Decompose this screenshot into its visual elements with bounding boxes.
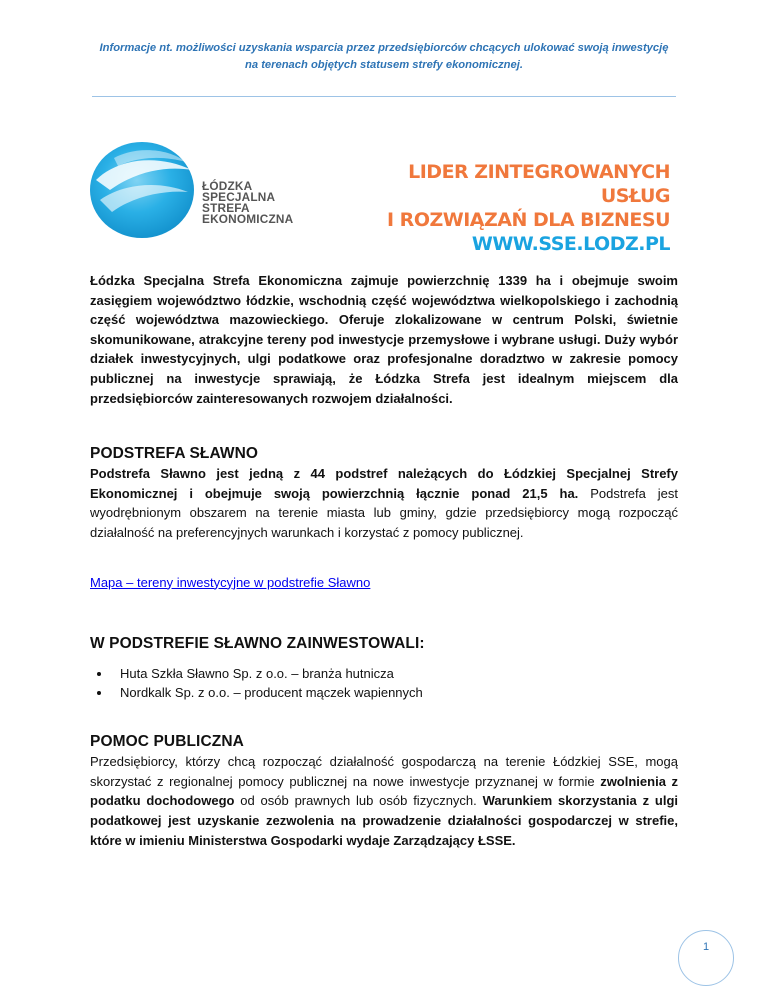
header-line-2: na terenach objętych statusem strefy ekonomicznej.: [245, 59, 523, 71]
logo-line-1: ŁÓDZKA: [202, 179, 253, 193]
pomoc-paragraph: [90, 752, 678, 850]
header-line-1: Informacje nt. możliwości uzyskania wsparcia przez przedsiębiorców chcących ulokować swoją inwestycję: [99, 42, 669, 54]
main-content: [90, 271, 678, 850]
logo-line-2: SPECJALNA: [202, 190, 276, 204]
document-header: [88, 40, 680, 74]
pomoc-text-2: od osób prawnych lub osób fizycznych.: [234, 793, 483, 809]
slogan-website: WWW.SSE.LODZ.PL: [471, 233, 670, 255]
investor-list: [90, 664, 678, 702]
pomoc-bold-2: Warunkiem skorzystania z ulgi podatkowej jest uzyskanie zezwolenia na prowadzenie działalności gospodarczej w strefie, które w imieniu Ministerstwa Gospodarki wydaje Zarządzający ŁSSE.: [90, 793, 678, 848]
slogan: [340, 160, 670, 256]
intro-paragraph: Łódzka Specjalna Strefa Ekonomiczna zajmuje powierzchnię 1339 ha i obejmuje swoim zasięgiem województwo łódzkie, wschodnią część województwa wielkopolskiego i zachodnią część województwa mazowieckiego. Oferuje zlokalizowane w centrum Polski, świetnie skomunikowane, atrakcyjne tereny pod inwestycje przemysłowe i wybrane usługi. Duży wybór działek inwestycyjnych, ulgi podatkowe oraz profesjonalne doradztwo w zakresie pomocy publicznej na inwestycje sprawiają, że Łódzka Strefa jest idealnym miejscem dla przedsiębiorców zainteresowanych rozwojem działalności.: [90, 273, 678, 406]
investor-item: • Huta Szkła Sławno Sp. z o.o. – branża hutnicza: [112, 664, 678, 683]
slawno-text: Podstrefa jest wyodrębnionym obszarem na terenie miasta lub gminy, gdzie przedsiębiorcy mogą rozpocząć działalność na preferencyjnych warunkach i korzystać z pomocy publicznej.: [90, 485, 678, 540]
logo-line-3: STREFA: [202, 201, 250, 215]
heading-podstrefa-slawno: PODSTREFA SŁAWNO: [90, 445, 259, 463]
logo-wordmark: [202, 181, 293, 225]
pomoc-bold-1: zwolnienia z podatku dochodowego: [90, 773, 679, 809]
slogan-line-2: I ROZWIĄZAŃ DLA BIZNESU: [387, 209, 670, 231]
header-divider: [92, 96, 676, 97]
heading-invested: W PODSTREFIE SŁAWNO ZAINWESTOWALI:: [90, 635, 425, 653]
map-link[interactable]: Mapa – tereny inwestycyjne w podstrefie Sławno: [90, 574, 371, 590]
logo-line-4: EKONOMICZNA: [202, 212, 294, 226]
slogan-line-1: LIDER ZINTEGROWANYCH USŁUG: [408, 161, 670, 207]
lsse-logo-icon: [88, 140, 198, 240]
heading-pomoc-publiczna: POMOC PUBLICZNA: [90, 733, 244, 751]
investor-item: • Nordkalk Sp. z o.o. – producent mączek wapiennych: [112, 683, 678, 702]
page-number: 1: [678, 930, 734, 986]
lsse-logo: [88, 140, 318, 240]
slawno-bold-text: Podstrefa Sławno jest jedną z 44 podstref należących do Łódzkiej Specjalnej Strefy Ekonomicznej i obejmuje swoją powierzchnią łącznie ponad 21,5 ha.: [90, 466, 678, 501]
pomoc-text-1: Przedsiębiorcy, którzy chcą rozpocząć działalność gospodarczą na terenie Łódzkiej SSE, mogą skorzystać z regionalnej pomocy publicznej na nowe inwestycje przyznanej w formie: [90, 754, 678, 789]
slawno-paragraph: [90, 464, 678, 542]
